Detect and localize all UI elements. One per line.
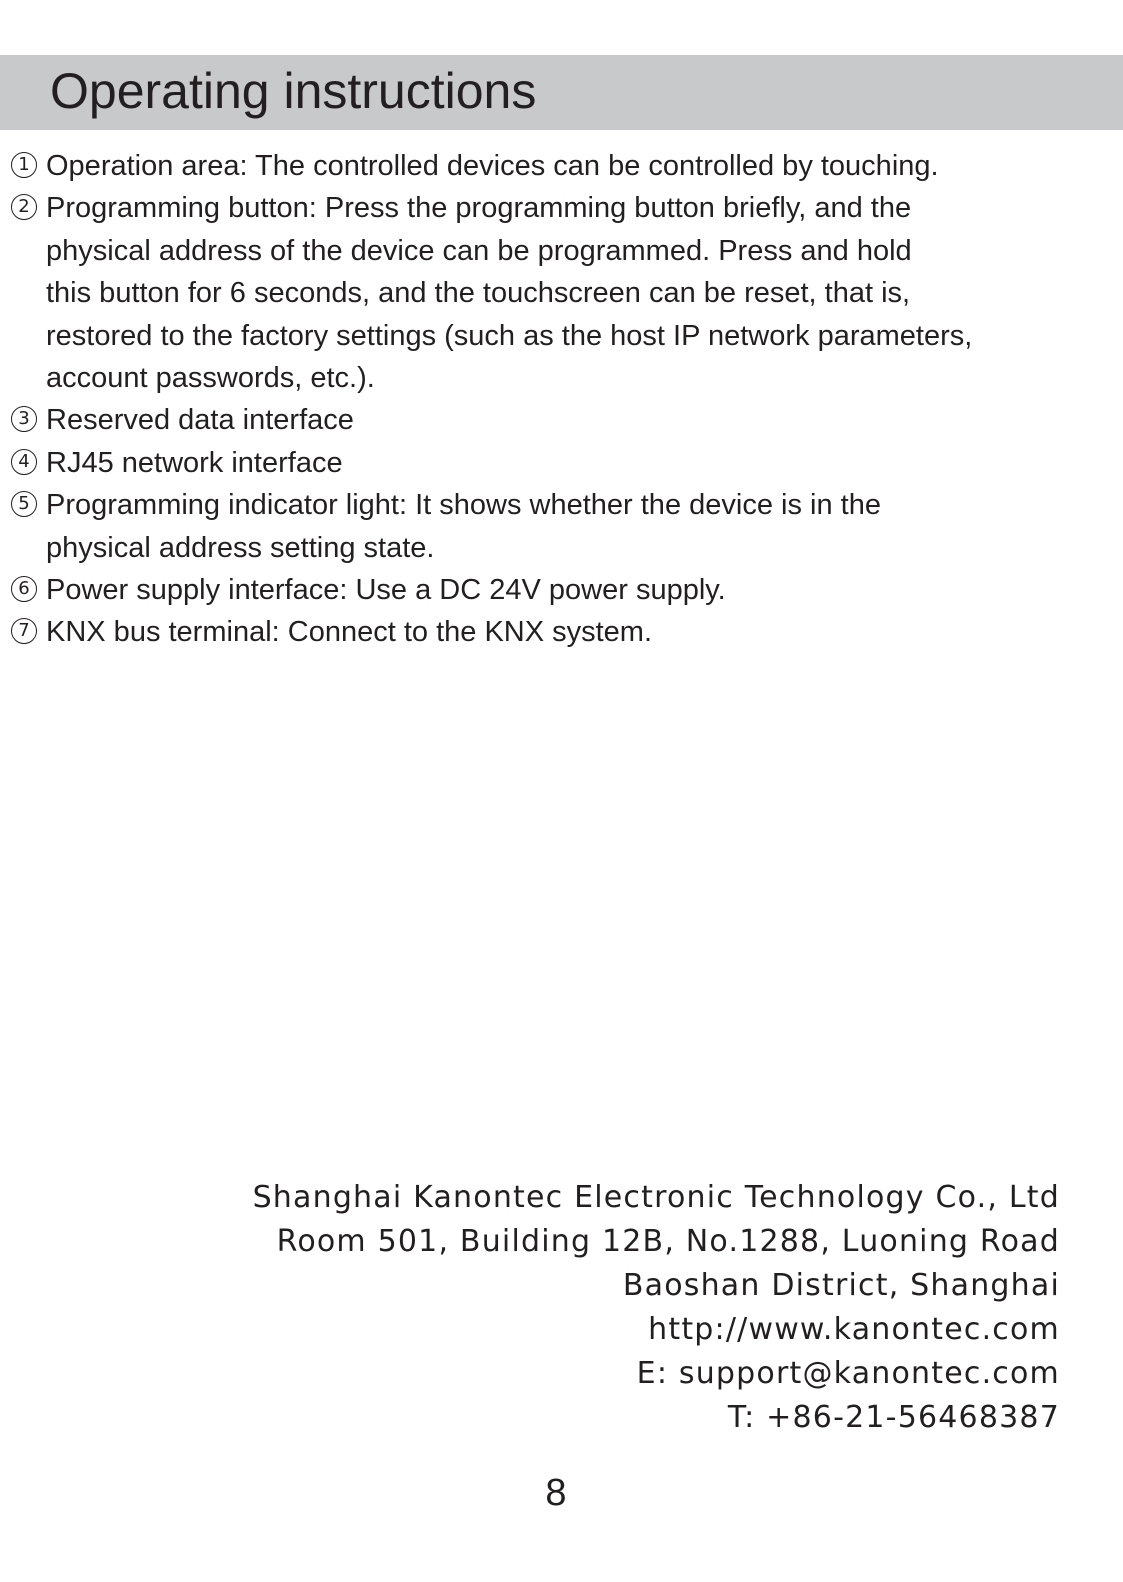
list-item bbox=[11, 399, 1116, 441]
page-title: Operating instructions bbox=[50, 63, 537, 119]
company-website-link[interactable]: http://www.kanontec.com bbox=[648, 1312, 1060, 1347]
company-phone: T: +86-21-56468387 bbox=[727, 1400, 1060, 1435]
item-text: KNX bus terminal: Connect to the KNX system. bbox=[46, 616, 653, 649]
item-number: 2 bbox=[11, 194, 37, 220]
item-text: account passwords, etc.). bbox=[46, 362, 375, 395]
list-item bbox=[11, 187, 1116, 399]
company-name: Shanghai Kanontec Electronic Technology Co., Ltd bbox=[252, 1180, 1060, 1215]
item-text: Power supply interface: Use a DC 24V power supply. bbox=[46, 574, 726, 607]
item-text: Operation area: The controlled devices can be controlled by touching. bbox=[46, 150, 939, 182]
list-item bbox=[11, 442, 1116, 484]
item-text: physical address setting state. bbox=[46, 531, 435, 564]
item-text: RJ45 network interface bbox=[46, 446, 343, 479]
item-text: Programming button: Press the programming button briefly, and the bbox=[46, 192, 912, 225]
company-email[interactable]: E: support@kanontec.com bbox=[636, 1356, 1060, 1391]
item-text: physical address of the device can be programmed. Press and hold bbox=[46, 234, 912, 267]
item-text: Programming indicator light: It shows whether the device is in the bbox=[46, 489, 881, 522]
item-number: 1 bbox=[11, 152, 37, 178]
item-number: 5 bbox=[11, 491, 37, 517]
company-contact-block bbox=[253, 1176, 1060, 1440]
instructions-list bbox=[11, 145, 1116, 654]
page-number: 8 bbox=[545, 1472, 567, 1514]
item-text: this button for 6 seconds, and the touchscreen can be reset, that is, bbox=[46, 277, 911, 310]
list-item bbox=[11, 145, 1116, 187]
item-text: Reserved data interface bbox=[46, 404, 354, 437]
item-number: 4 bbox=[11, 449, 37, 475]
company-address-line-2: Baoshan District, Shanghai bbox=[622, 1268, 1060, 1303]
list-item bbox=[11, 484, 1116, 569]
list-item bbox=[11, 611, 1116, 653]
item-number: 3 bbox=[11, 406, 37, 432]
list-item bbox=[11, 569, 1116, 611]
item-number: 7 bbox=[11, 618, 37, 644]
item-text: restored to the factory settings (such as the host IP network parameters, bbox=[46, 319, 973, 352]
company-address-line-1: Room 501, Building 12B, No.1288, Luoning Road bbox=[276, 1224, 1060, 1259]
item-number: 6 bbox=[11, 576, 37, 602]
